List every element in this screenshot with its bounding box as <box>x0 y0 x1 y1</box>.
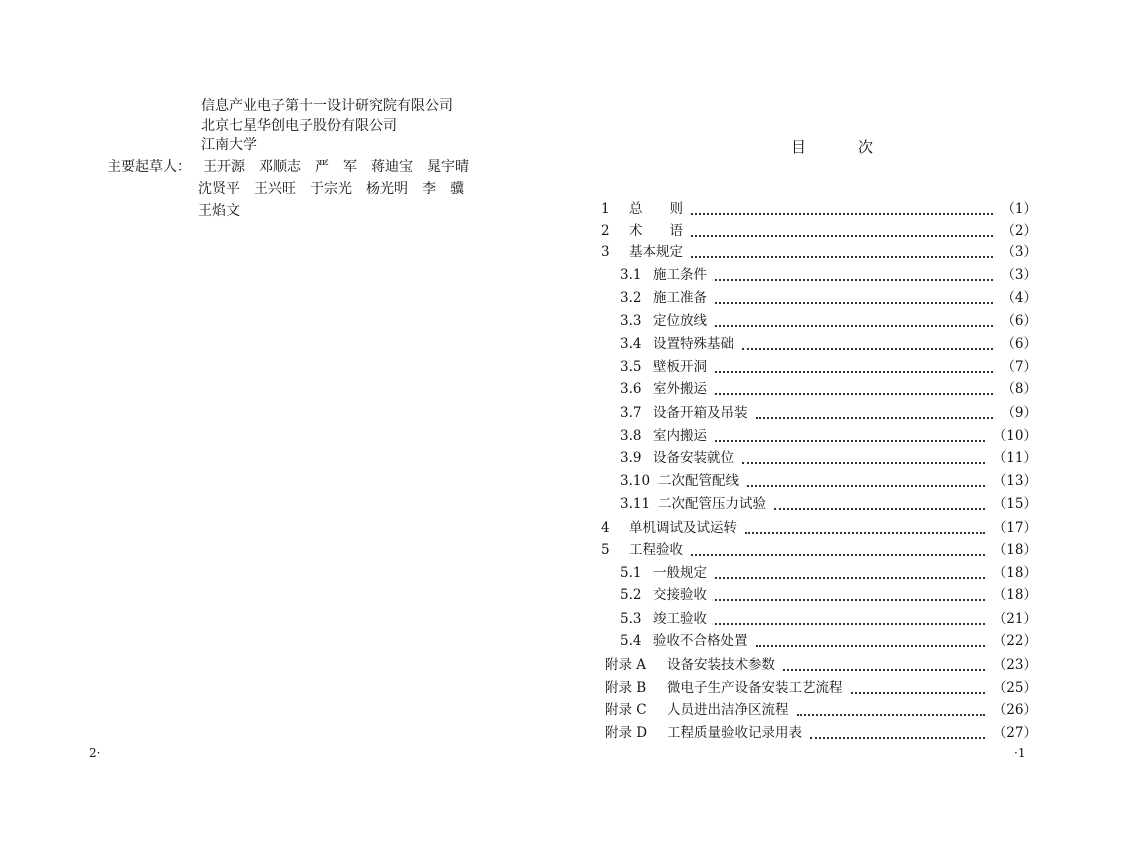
toc-entry-number: 附录 C <box>605 702 647 718</box>
toc-leader-dots <box>715 289 993 304</box>
toc-entry[interactable] <box>601 243 1037 261</box>
toc-leader-dots <box>691 200 993 215</box>
toc-leader-dots <box>691 222 993 237</box>
toc-leader-dots <box>715 586 985 601</box>
toc-title-right: 次 <box>858 138 875 156</box>
unit-line: 信息产业电子第十一设计研究院有限公司 <box>201 98 453 114</box>
toc-entry-number: 4 <box>601 520 610 536</box>
toc-entry[interactable] <box>601 541 1037 559</box>
toc-entry[interactable] <box>620 335 1037 353</box>
toc-entry-title: 设备开箱及吊装 <box>653 405 748 421</box>
toc-entry-title: 术 语 <box>629 223 683 239</box>
toc-leader-dots <box>742 335 993 350</box>
toc-entry-number: 5 <box>601 542 610 558</box>
toc-entry[interactable] <box>620 289 1037 307</box>
toc-entry-title: 基本规定 <box>629 244 683 260</box>
toc-entry-page: （7） <box>1001 359 1037 375</box>
toc-entry-number: 3.11 <box>620 496 651 512</box>
toc-entry[interactable] <box>620 404 1037 422</box>
toc-entry-page: （18） <box>992 587 1037 603</box>
unit-line: 北京七星华创电子股份有限公司 <box>201 118 397 134</box>
toc-entry-page: （17） <box>992 520 1037 536</box>
toc-entry-number: 5.2 <box>620 587 642 603</box>
toc-entry-number: 5.4 <box>620 633 642 649</box>
toc-leader-dots <box>691 541 985 556</box>
toc-entry-title: 设置特殊基础 <box>653 336 734 352</box>
toc-entry-title: 设备安装就位 <box>653 450 734 466</box>
toc-entry[interactable] <box>620 586 1037 604</box>
toc-entry-title: 工程验收 <box>629 542 683 558</box>
toc-entry-title: 施工准备 <box>653 290 707 306</box>
toc-entry-page: （22） <box>992 633 1037 649</box>
toc-entry-page: （6） <box>1001 313 1037 329</box>
toc-entry-page: （26） <box>992 702 1037 718</box>
toc-entry[interactable] <box>620 449 1037 467</box>
toc-entry-page: （4） <box>1001 290 1037 306</box>
toc-entry-page: （13） <box>992 473 1037 489</box>
toc-entry-page: （8） <box>1001 381 1037 397</box>
toc-leader-dots <box>810 724 985 739</box>
toc-leader-dots <box>715 380 993 395</box>
toc-entry-title: 交接验收 <box>653 587 707 603</box>
toc-entry-title: 一般规定 <box>653 565 707 581</box>
toc-entry-number: 3.8 <box>620 428 642 444</box>
toc-entry-number: 5.1 <box>620 565 642 581</box>
toc-entry[interactable] <box>620 358 1037 376</box>
toc-entry[interactable] <box>605 701 1037 719</box>
toc-entry-title: 施工条件 <box>653 267 707 283</box>
toc-entry-title: 总 则 <box>629 201 683 217</box>
drafters-line: 王开源 邓顺志 严 军 蒋迪宝 晁宇晴 <box>203 159 469 175</box>
toc-title-left: 目 <box>791 138 808 156</box>
toc-leader-dots <box>715 610 985 625</box>
toc-entry-page: （11） <box>992 450 1037 466</box>
toc-leader-dots <box>691 243 993 258</box>
toc-entry[interactable] <box>620 427 1037 445</box>
toc-leader-dots <box>756 632 985 647</box>
toc-entry-page: （2） <box>1001 223 1037 239</box>
toc-entry-title: 竣工验收 <box>653 611 707 627</box>
toc-entry-number: 3.1 <box>620 267 642 283</box>
toc-leader-dots <box>851 679 985 694</box>
page-number: 2· <box>89 746 101 760</box>
page-number: ·1 <box>1014 746 1026 760</box>
toc-entry-number: 3 <box>601 244 610 260</box>
toc-entry[interactable] <box>620 266 1037 284</box>
toc-entry-page: （23） <box>992 657 1037 673</box>
drafters-label: 主要起草人： <box>107 159 191 175</box>
toc-leader-dots <box>745 519 985 534</box>
toc-leader-dots <box>756 404 993 419</box>
toc-entry[interactable] <box>620 472 1037 490</box>
toc-leader-dots <box>715 358 993 373</box>
toc-entry[interactable] <box>620 632 1037 650</box>
toc-entry-number: 3.4 <box>620 336 642 352</box>
toc-entry[interactable] <box>605 656 1037 674</box>
toc-entry-number: 3.5 <box>620 359 642 375</box>
drafters-line: 沈贤平 王兴旺 于宗光 杨光明 李 骥 <box>198 181 464 197</box>
toc-entry[interactable] <box>605 679 1037 697</box>
toc-entry-page: （10） <box>992 428 1037 444</box>
toc-entry-title: 壁板开洞 <box>653 359 707 375</box>
toc-entry-title: 二次配管压力试验 <box>658 496 766 512</box>
toc-entry-title: 室内搬运 <box>653 428 707 444</box>
toc-leader-dots <box>715 266 993 281</box>
toc-entry-page: （3） <box>1001 267 1037 283</box>
toc-entry-title: 二次配管配线 <box>658 473 739 489</box>
toc-entry[interactable] <box>620 312 1037 330</box>
toc-entry-title: 工程质量验收记录用表 <box>667 725 802 741</box>
toc-entry-number: 3.6 <box>620 381 642 397</box>
toc-leader-dots <box>797 701 985 716</box>
toc-entry-title: 单机调试及试运转 <box>629 520 737 536</box>
toc-entry-number: 附录 D <box>605 725 648 741</box>
toc-entry-title: 微电子生产设备安装工艺流程 <box>667 680 843 696</box>
toc-entry-number: 3.10 <box>620 473 651 489</box>
drafters-line: 王焰文 <box>198 203 240 219</box>
toc-entry[interactable] <box>601 519 1037 537</box>
toc-entry-number: 1 <box>601 201 610 217</box>
unit-line: 江南大学 <box>201 137 257 153</box>
toc-leader-dots <box>715 427 985 442</box>
toc-entry-number: 2 <box>601 223 610 239</box>
toc-entry[interactable] <box>605 724 1037 742</box>
toc-entry-title: 定位放线 <box>653 313 707 329</box>
toc-entry-page: （21） <box>992 611 1037 627</box>
toc-entry-page: （9） <box>1001 405 1037 421</box>
toc-entry-page: （18） <box>992 565 1037 581</box>
toc-entry-number: 3.7 <box>620 405 642 421</box>
toc-entry[interactable] <box>620 564 1037 582</box>
toc-entry-number: 5.3 <box>620 611 642 627</box>
toc-entry[interactable] <box>601 200 1037 218</box>
toc-leader-dots <box>747 472 985 487</box>
toc-entry-page: （3） <box>1001 244 1037 260</box>
toc-entry-number: 附录 B <box>605 680 647 696</box>
toc-entry-page: （18） <box>992 542 1037 558</box>
toc-entry-page: （1） <box>1001 201 1037 217</box>
toc-leader-dots <box>774 495 985 510</box>
toc-entry-number: 3.2 <box>620 290 642 306</box>
toc-entry-title: 设备安装技术参数 <box>667 657 775 673</box>
toc-entry-number: 附录 A <box>605 657 647 673</box>
toc-leader-dots <box>783 656 985 671</box>
toc-leader-dots <box>742 449 985 464</box>
toc-entry-title: 人员进出洁净区流程 <box>667 702 789 718</box>
toc-entry[interactable] <box>620 380 1037 398</box>
toc-entry[interactable] <box>620 610 1037 628</box>
toc-entry-page: （15） <box>992 496 1037 512</box>
toc-entry-title: 室外搬运 <box>653 381 707 397</box>
toc-entry-page: （25） <box>992 680 1037 696</box>
toc-entry-number: 3.3 <box>620 313 642 329</box>
toc-entry-title: 验收不合格处置 <box>653 633 748 649</box>
toc-entry[interactable] <box>620 495 1037 513</box>
toc-leader-dots <box>715 312 993 327</box>
toc-leader-dots <box>715 564 985 579</box>
toc-entry[interactable] <box>601 222 1037 240</box>
toc-entry-number: 3.9 <box>620 450 642 466</box>
toc-entry-page: （27） <box>992 725 1037 741</box>
toc-entry-page: （6） <box>1001 336 1037 352</box>
